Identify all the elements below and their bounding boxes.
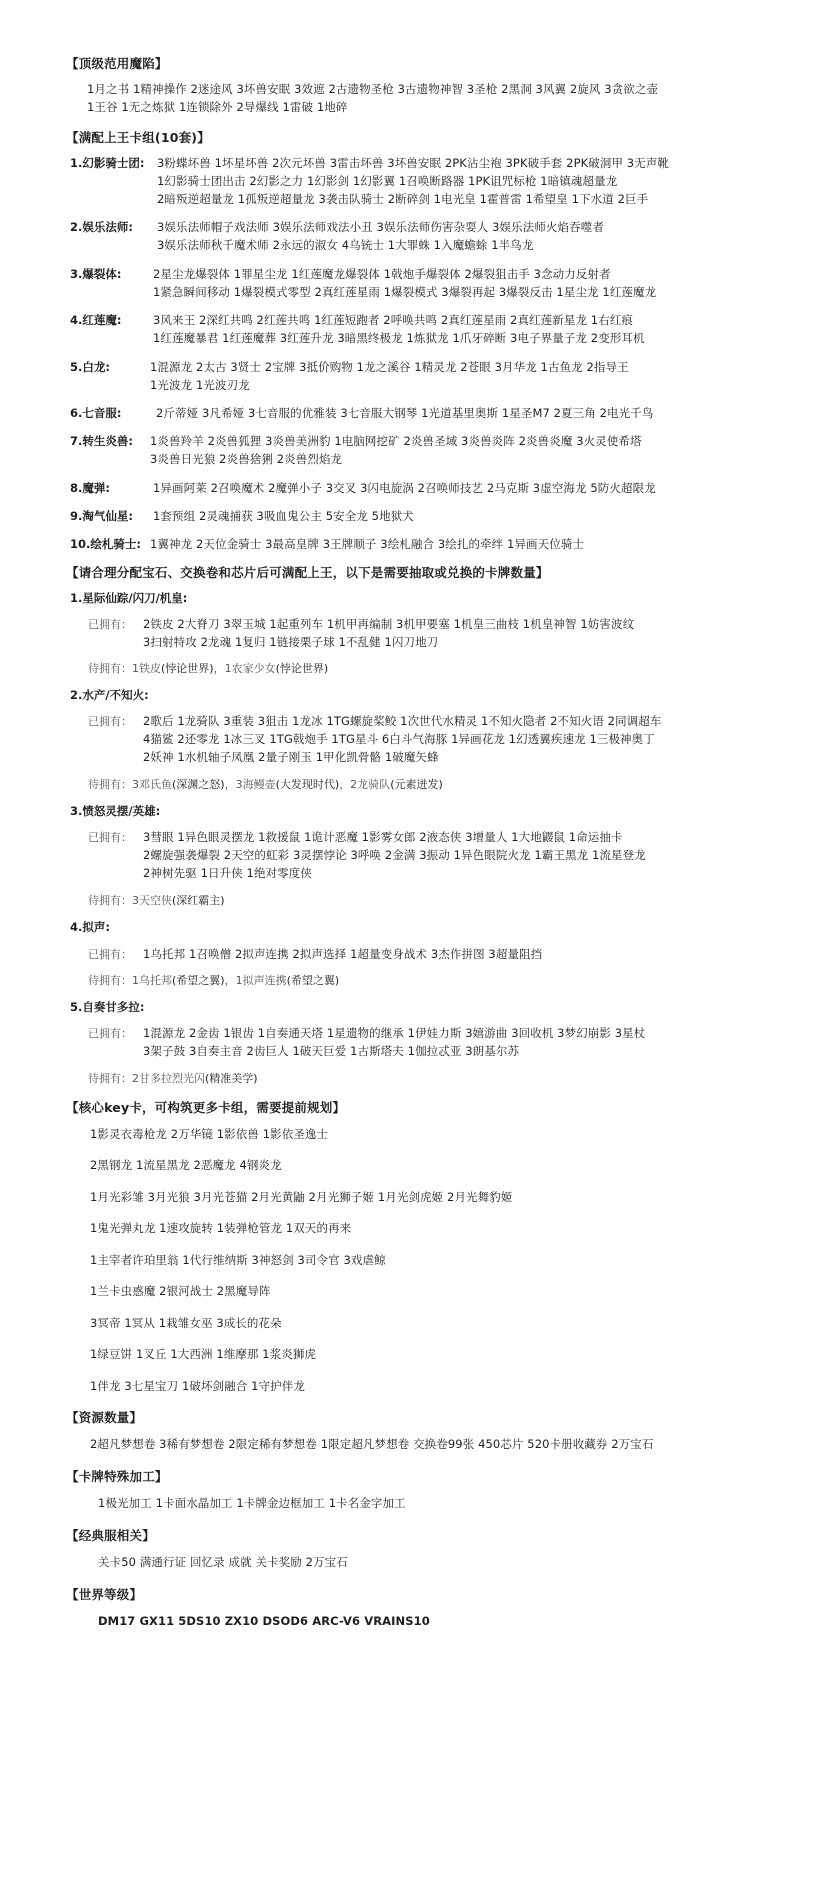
want-label: 待拥有： [88,974,132,987]
group-title: 2.水产/不知火: [70,688,149,702]
want-label: 待拥有： [88,894,132,907]
section-heading-classic: 【经典服相关】 [66,1528,155,1543]
deck-line: 3风来王 2深红共鸣 2红莲共鸣 1红莲短跑者 2呼唤共鸣 2真红莲星雨 2真红莲新星龙 1右红痕 [153,313,634,327]
section-heading-world: 【世界等级】 [66,1587,143,1602]
want-label: 待拥有： [88,1072,132,1085]
key-line: 1伴龙 3七星宝刀 1破坏剑融合 1守护伴龙 [90,1379,305,1393]
deck-label: 4.红莲魔: [70,313,122,327]
have-label: 已拥有： [88,831,132,844]
deck-label: 2.娱乐法师: [70,220,133,234]
key-line: 1月光彩雏 3月光狼 3月光苍猫 2月光黄鼬 2月光狮子姬 1月光剑虎姬 2月光舞豹姬 [90,1190,513,1204]
deck-line: 1套预组 2灵魂捕获 3吸血鬼公主 5安全龙 5地狱犬 [153,509,414,523]
deck-line: 1混源龙 2太古 3贤士 2宝牌 3抵价购物 1龙之溪谷 1精灵龙 2苍眼 3月华龙 1古鱼龙 2指导王 [150,360,629,374]
want-line [88,1070,258,1086]
want-item-source: (深红霸主) [172,894,225,907]
deck-line: 1翼神龙 2天位金骑士 3最高皇牌 3王牌顺子 3绘札融合 3绘扎的牵绊 1异画天位骑士 [150,537,585,551]
have-line: 3彗眼 1异色眼灵摆龙 1救援鼠 1诡计恶魔 1影雾女郎 2液态侠 3增量人 1大地鼹鼠 1命运抽卡 [143,830,623,844]
want-item-card: 2甘多拉烈光闪 [132,1072,205,1085]
have-line: 2铁皮 2大脊刀 3翠玉城 1起重列车 1机甲再编制 3机甲要塞 1机皇三曲枝 1机皇神智 1妨害波纹 [143,617,635,631]
deck-line: 2斤蒂娅 3凡希娅 3七音服的优雅装 3七音服大钢琴 1光道基里奥斯 1星圣M7 2夏三角 2电光千鸟 [156,406,654,420]
key-line: 1绿豆饼 1叉丘 1大西洲 1维摩那 1浆炎狮虎 [90,1347,317,1361]
special-line: 1极光加工 1卡面水晶加工 1卡牌金边框加工 1卡名金字加工 [98,1496,406,1510]
have-line: 4猫鲨 2还零龙 1冰三叉 1TG戟炮手 1TG星斗 6白斗气海豚 1异画花龙 1幻透翼疾速龙 1三极神奥丁 [143,732,655,746]
have-line: 3扫射特攻 2龙魂 1复归 1链接栗子球 1不乱健 1闪刀地刀 [143,635,439,649]
want-item-source: (希望之翼) [286,974,340,987]
section-heading-obtain: 【请合理分配宝石、交换卷和芯片后可满配上王，以下是需要抽取或兑换的卡牌数量】 [66,565,549,580]
want-item-card: 1铁皮 [132,662,161,675]
deck-label: 7.转生炎兽: [70,434,133,448]
have-line: 1乌托邦 1召唤僧 2拟声连携 2拟声选择 1超量变身战术 3杰作拼图 3超量阻挡 [143,947,543,961]
want-item-source: (深渊之怒) [172,778,225,791]
deck-line: 1异画阿莱 2召唤魔术 2魔弹小子 3交叉 3闪电旋涡 2召唤师技艺 2马克斯 3虚空海龙 5防火超限龙 [153,481,656,495]
want-item-card: ，1农家少女 [213,662,276,675]
deck-line: 1紧急瞬间移动 1爆裂模式零型 2真红莲星雨 1爆裂模式 3爆裂再起 3爆裂反击 1星尘龙 1红莲魔龙 [153,285,657,299]
section-heading-special: 【卡牌特殊加工】 [66,1469,168,1484]
want-item-card: ，2龙骑队 [339,778,391,791]
want-line [88,892,225,908]
key-line: 1影灵衣毒枪龙 2万华镜 1影依兽 1影依圣逸士 [90,1127,329,1141]
deck-label: 5.白龙: [70,360,110,374]
want-item-card: ，1拟声连携 [224,974,287,987]
have-label: 已拥有： [88,715,132,728]
want-line [88,972,339,988]
deck-line: 3粉蝶坏兽 1坏星坏兽 2次元坏兽 3雷击坏兽 3坏兽安眠 2PK沾尘袍 3PK破手套 2PK破洞甲 3无声靴 [157,156,670,170]
resources-line: 2超凡梦想卷 3稀有梦想卷 2限定稀有梦想卷 1限定超凡梦想卷 交换卷99张 450芯片 520卡册收藏券 2万宝石 [90,1437,654,1451]
deck-label: 6.七音服: [70,406,122,420]
section-heading-keys: 【核心key卡，可构筑更多卡组，需要提前规划】 [66,1100,346,1115]
group-title: 3.愤怒灵摆/英雄: [70,804,161,818]
want-items [132,894,225,907]
have-line: 2妖神 1水机轴子凤凰 2量子刚玉 1甲化凯骨骼 1破魔矢蜂 [143,750,439,764]
key-line: 1主宰者许珀里翁 1代行维纳斯 3神怒剑 3司令官 3戏虐鲸 [90,1253,386,1267]
deck-label: 3.爆裂体: [70,267,122,281]
want-items [132,1072,258,1085]
trap-line: 1月之书 1精神操作 2迷途风 3坏兽安眠 3效遮 2古遗物圣枪 3古遗物神智 3圣枪 2黑洞 3风翼 2旋风 3贪欲之壶 [87,82,659,96]
have-line: 1混源龙 2金齿 1银齿 1自奏通天塔 1星遗物的继承 1伊娃力斯 3嬉游曲 3回收机 3梦幻崩影 3星杖 [143,1026,646,1040]
have-label: 已拥有： [88,1027,132,1040]
want-line [88,776,443,792]
trap-line: 1王谷 1无之炼狱 1连锁除外 2导爆线 1雷破 1地碎 [87,100,348,114]
have-line: 2神树先驱 1日升侠 1绝对零度侠 [143,866,312,880]
section-heading-decks: 【满配上王卡组(10套)】 [66,130,210,145]
want-item-source: (希望之翼) [172,974,225,987]
classic-line: 关卡50 满通行证 回忆录 成就 关卡奖励 2万宝石 [98,1555,348,1569]
deck-label: 8.魔弹: [70,481,110,495]
deck-line: 2暗叛逆超量龙 1孤叛逆超量龙 3袭击队骑士 2断碎剑 1电光皇 1霍普雷 1希望皇 1下水道 2巨手 [157,192,649,206]
key-line: 3冥帝 1冥从 1栽雏女巫 3成长的花朵 [90,1316,282,1330]
deck-line: 2星尘龙爆裂体 1罪星尘龙 1红莲魔龙爆裂体 1戟炮手爆裂体 2爆裂狙击手 3念动力反射者 [153,267,611,281]
deck-line: 3娱乐法师帽子戏法师 3娱乐法师戏法小丑 3娱乐法师伤害杂耍人 3娱乐法师火焰吞噬者 [157,220,604,234]
deck-label: 9.淘气仙星: [70,509,133,523]
want-line [88,660,328,676]
deck-label: 10.绘札骑士: [70,537,141,551]
have-label: 已拥有： [88,948,132,961]
group-title: 4.拟声: [70,920,110,934]
have-label: 已拥有： [88,618,132,631]
key-line: 1兰卡虫惑魔 2银河战士 2黑魔导阵 [90,1284,271,1298]
deck-label: 1.幻影骑士团: [70,156,145,170]
want-item-source: (悖论世界) [161,662,214,675]
want-items [132,974,339,987]
group-title: 1.星际仙踪/闪刀/机皇: [70,591,188,605]
world-line: DM17 GX11 5DS10 ZX10 DSOD6 ARC-V6 VRAINS10 [98,1614,430,1628]
deck-line: 1光波龙 1光波刃龙 [150,378,250,392]
have-line: 2螺旋强袭爆裂 2天空的虹彩 3灵摆悖论 3呼唤 2金满 3振动 1异色眼院火龙 1霸王黑龙 1流星登龙 [143,848,646,862]
want-item-card: 3邓氏鱼 [132,778,172,791]
want-item-source: (大发现时代) [275,778,340,791]
section-heading-resources: 【资源数量】 [66,1410,143,1425]
have-line: 3架子鼓 3自奏主音 2齿巨人 1破天巨爱 1古斯塔夫 1伽拉忒亚 3朗基尔苏 [143,1044,520,1058]
want-items [132,662,328,675]
key-line: 2黑钢龙 1流星黑龙 2恶魔龙 4钢炎龙 [90,1158,282,1172]
want-item-card: 1乌托邦 [132,974,172,987]
want-items [132,778,443,791]
want-label: 待拥有： [88,662,132,675]
want-item-source: (元素迸发) [390,778,443,791]
want-item-card: ，3海鳗壶 [224,778,276,791]
deck-line: 1幻影骑士团出击 2幻影之力 1幻影剑 1幻影翼 1召唤断路器 1PK诅咒标枪 1暗镇魂超量龙 [157,174,618,188]
want-item-source: (悖论世界) [275,662,329,675]
key-line: 1鬼光弹丸龙 1速攻旋转 1装弹枪管龙 1双天的再来 [90,1221,352,1235]
want-label: 待拥有： [88,778,132,791]
deck-line: 1红莲魔暴君 1红莲魔葬 3红莲升龙 3暗黑终极龙 1炼狱龙 1爪牙碎断 3电子界量子龙 2变形耳机 [153,331,645,345]
want-item-source: (精准美学) [205,1072,258,1085]
section-heading-traps: 【顶级范用魔陷】 [66,56,168,71]
group-title: 5.自奏甘多拉: [70,1000,145,1014]
deck-line: 3娱乐法师秋千魔术师 2永远的淑女 4乌铳士 1大罪蛛 1入魔蟾蜍 1半鸟龙 [157,238,534,252]
want-item-card: 3天空侠 [132,894,172,907]
deck-line: 3炎兽日光狼 2炎兽猞猁 2炎兽烈焰龙 [150,452,343,466]
have-line: 2歌后 1龙骑队 3重装 3狙击 1龙冰 1TG螺旋桨鲛 1次世代水精灵 1不知火隐者 2不知火语 2同调超车 [143,714,662,728]
deck-line: 1炎兽羚羊 2炎兽狐狸 3炎兽美洲豹 1电脑网挖矿 2炎兽圣域 3炎兽炎阵 2炎兽炎魔 3火灵使希塔 [150,434,642,448]
